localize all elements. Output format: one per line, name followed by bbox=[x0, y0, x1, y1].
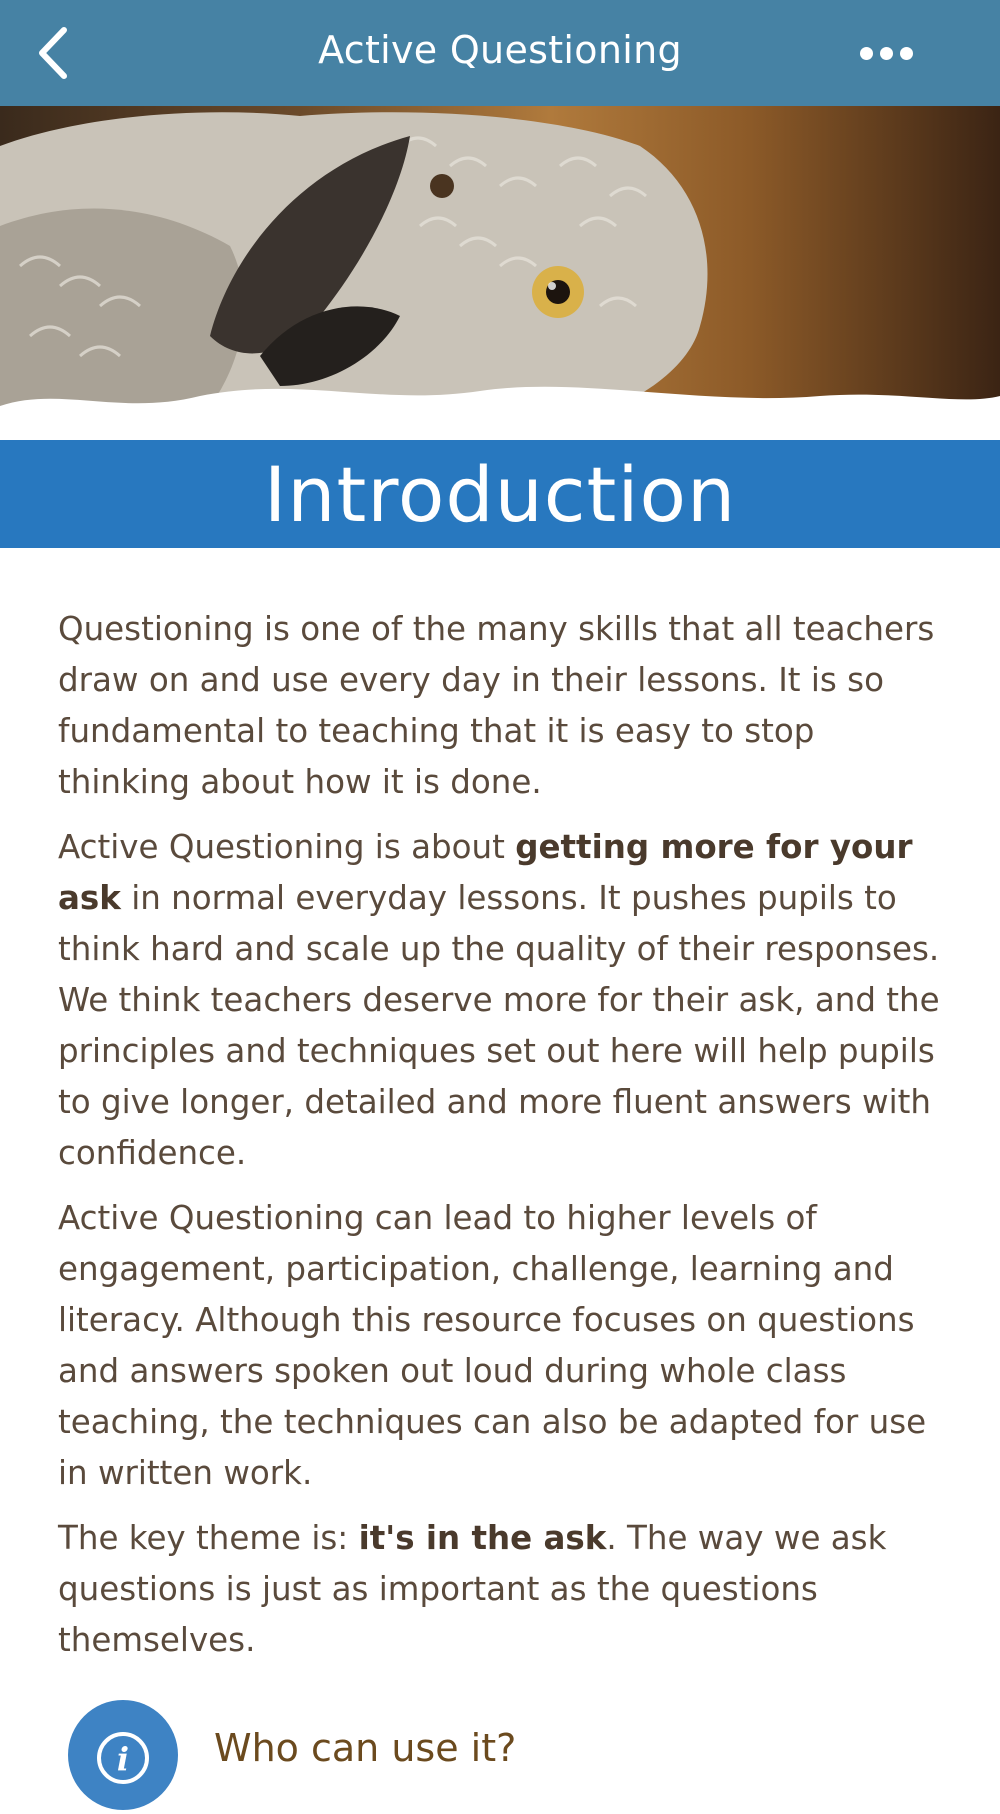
svg-text:i: i bbox=[116, 1740, 130, 1778]
section-banner bbox=[0, 440, 1000, 548]
emphasis-text: it's in the ask bbox=[358, 1519, 607, 1557]
paragraph-key-theme bbox=[58, 1513, 948, 1666]
paragraph-intro: Questioning is one of the many skills that all teachers draw on and use every day in their lessons. It is so fundamental to teaching that it is easy to stop thinking about how it is done. bbox=[58, 610, 935, 801]
paragraph-text: The key theme is: bbox=[58, 1519, 359, 1557]
who-can-use-link[interactable] bbox=[68, 1700, 948, 1810]
more-icon bbox=[860, 47, 873, 60]
article-body bbox=[58, 604, 948, 1680]
parrot-illustration bbox=[0, 106, 1000, 440]
top-app-bar bbox=[0, 0, 1000, 106]
paragraph-text: Active Questioning is about bbox=[58, 828, 516, 866]
paragraph-text: . The way we ask questions is just as important as the questions themselves. bbox=[58, 1519, 887, 1659]
paragraph-engagement: Active Questioning can lead to higher levels of engagement, participation, challenge, learning and literacy. Although this resource focuses on questions and answers spoken out loud during whole class teaching, the techniques can also be adapted for use in written work. bbox=[58, 1199, 927, 1492]
emphasis-text: getting more for your ask bbox=[58, 828, 913, 917]
who-can-use-label: Who can use it? bbox=[214, 1726, 517, 1770]
more-icon bbox=[900, 47, 913, 60]
more-icon bbox=[880, 47, 893, 60]
section-heading: Introduction bbox=[263, 449, 737, 539]
info-icon bbox=[68, 1700, 178, 1810]
hero-image-parrot bbox=[0, 106, 1000, 440]
page-title: Active Questioning bbox=[318, 28, 682, 72]
paragraph-ask bbox=[58, 822, 948, 1179]
more-options-button[interactable] bbox=[846, 28, 926, 78]
paragraph-text: in normal everyday lessons. It pushes pupils to think hard and scale up the quality of their responses. We think teachers deserve more for their ask, and the principles and techniques set out here will help pupils to give longer, detailed and more fluent answers with confidence. bbox=[58, 879, 940, 1172]
